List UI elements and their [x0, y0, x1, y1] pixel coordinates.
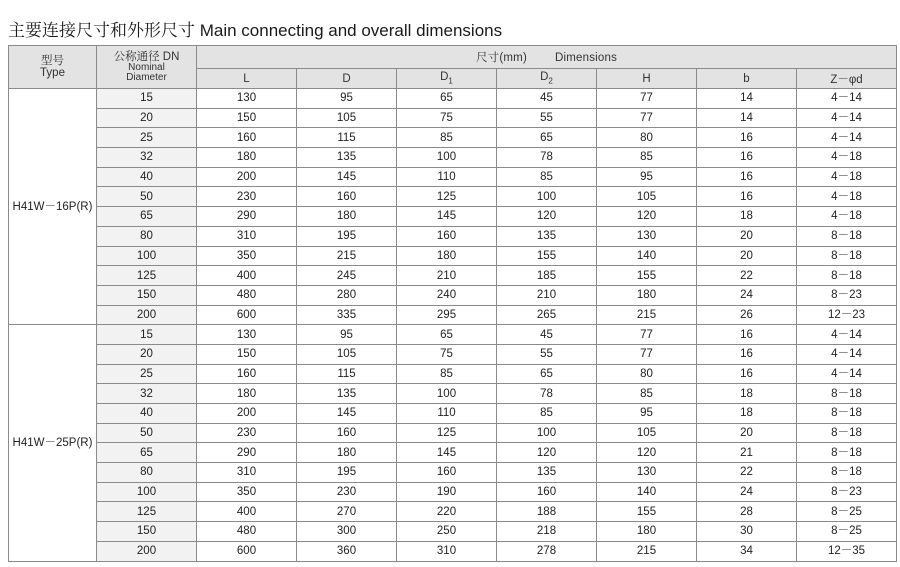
dn-cell: 15 [97, 89, 197, 109]
dimension-cell: 218 [497, 522, 597, 542]
table-row [9, 423, 897, 443]
dimension-cell: 78 [497, 384, 597, 404]
column-header-3: $D_2$ [497, 69, 597, 89]
dimension-cell: 145 [297, 404, 397, 424]
dimension-cell: 130 [597, 463, 697, 483]
dn-cell: 40 [97, 404, 197, 424]
type-cell: H41W－25P(R) [9, 325, 97, 561]
dimension-cell: 16 [697, 325, 797, 345]
dimension-cell: 55 [497, 344, 597, 364]
dimension-cell: 160 [297, 423, 397, 443]
table-row [9, 463, 897, 483]
dimension-cell: 600 [197, 305, 297, 325]
dn-cell: 150 [97, 285, 197, 305]
dn-cell: 40 [97, 167, 197, 187]
dimension-cell: 160 [197, 364, 297, 384]
dimension-cell: 135 [497, 463, 597, 483]
dn-cell: 50 [97, 187, 197, 207]
dimension-cell: 8－18 [797, 384, 897, 404]
table-row [9, 443, 897, 463]
dimension-cell: 180 [197, 148, 297, 168]
dimension-cell: 130 [597, 226, 697, 246]
dimension-cell: 145 [297, 167, 397, 187]
dimension-cell: 16 [697, 364, 797, 384]
dimension-cell: 220 [397, 502, 497, 522]
type-header-cn: 型号 [41, 55, 64, 67]
dimension-cell: 12－23 [797, 305, 897, 325]
dimension-cell: 45 [497, 89, 597, 109]
dimension-cell: 78 [497, 148, 597, 168]
dimension-cell: 28 [697, 502, 797, 522]
dimension-cell: 34 [697, 541, 797, 561]
dimension-cell: 65 [397, 89, 497, 109]
dimension-cell: 8－18 [797, 423, 897, 443]
dimension-cell: 120 [497, 207, 597, 227]
dimension-cell: 16 [697, 167, 797, 187]
dimension-cell: 270 [297, 502, 397, 522]
dimension-cell: 150 [197, 344, 297, 364]
dimension-cell: 20 [697, 246, 797, 266]
dimension-cell: 20 [697, 423, 797, 443]
dimension-cell: 130 [197, 325, 297, 345]
dn-cell: 125 [97, 502, 197, 522]
dimension-cell: 180 [397, 246, 497, 266]
dimension-cell: 85 [397, 128, 497, 148]
dn-cell: 65 [97, 207, 197, 227]
dimension-cell: 95 [297, 325, 397, 345]
dn-cell: 20 [97, 108, 197, 128]
dimension-cell: 8－18 [797, 463, 897, 483]
dimension-cell: 4－14 [797, 89, 897, 109]
dimension-cell: 8－18 [797, 443, 897, 463]
dimension-cell: 77 [597, 89, 697, 109]
dimensions-header-cn: 尺寸(mm) [475, 52, 527, 64]
dimension-cell: 95 [597, 404, 697, 424]
dn-cell: 125 [97, 266, 197, 286]
dimension-cell: 8－23 [797, 285, 897, 305]
table-row [9, 246, 897, 266]
table-row [9, 404, 897, 424]
dimension-cell: 180 [597, 522, 697, 542]
dimension-cell: 180 [297, 443, 397, 463]
dimension-cell: 85 [397, 364, 497, 384]
dimension-cell: 16 [697, 128, 797, 148]
table-row [9, 89, 897, 109]
dimension-cell: 22 [697, 463, 797, 483]
dimension-cell: 230 [197, 187, 297, 207]
dimension-cell: 12－35 [797, 541, 897, 561]
dimension-cell: 195 [297, 463, 397, 483]
dimension-cell: 4－14 [797, 128, 897, 148]
dn-cell: 65 [97, 443, 197, 463]
dn-cell: 80 [97, 226, 197, 246]
dn-cell: 200 [97, 305, 197, 325]
dimension-cell: 125 [397, 423, 497, 443]
dimension-cell: 135 [297, 148, 397, 168]
dimension-cell: 75 [397, 108, 497, 128]
dimension-cell: 115 [297, 128, 397, 148]
dimension-cell: 14 [697, 108, 797, 128]
dn-cell: 100 [97, 482, 197, 502]
dimensions-table [8, 45, 897, 562]
table-header [9, 46, 897, 89]
dimension-cell: 30 [697, 522, 797, 542]
dimension-cell: 18 [697, 384, 797, 404]
dimension-cell: 160 [297, 187, 397, 207]
dimension-cell: 400 [197, 502, 297, 522]
dimension-cell: 85 [497, 167, 597, 187]
table-row [9, 266, 897, 286]
dimension-cell: 115 [297, 364, 397, 384]
dn-cell: 20 [97, 344, 197, 364]
dimension-cell: 8－25 [797, 502, 897, 522]
dimension-cell: 150 [197, 108, 297, 128]
dn-cell: 80 [97, 463, 197, 483]
dn-cell: 25 [97, 364, 197, 384]
dimension-cell: 155 [597, 266, 697, 286]
table-row [9, 167, 897, 187]
dimension-cell: 215 [597, 305, 697, 325]
dimension-cell: 185 [497, 266, 597, 286]
dimension-cell: 160 [397, 226, 497, 246]
dimension-cell: 110 [397, 404, 497, 424]
dimension-cell: 65 [397, 325, 497, 345]
column-header-1: D [297, 69, 397, 89]
dimension-cell: 110 [397, 167, 497, 187]
dimension-cell: 195 [297, 226, 397, 246]
dimension-cell: 8－18 [797, 246, 897, 266]
dimension-cell: 160 [497, 482, 597, 502]
dimension-cell: 210 [497, 285, 597, 305]
dimension-cell: 18 [697, 207, 797, 227]
dimension-cell: 95 [297, 89, 397, 109]
table-row [9, 522, 897, 542]
dimension-cell: 160 [197, 128, 297, 148]
column-header-0: L [197, 69, 297, 89]
dimension-cell: 4－18 [797, 148, 897, 168]
dimension-cell: 400 [197, 266, 297, 286]
dimension-cell: 95 [597, 167, 697, 187]
dimension-cell: 200 [197, 404, 297, 424]
dimension-cell: 278 [497, 541, 597, 561]
dimension-cell: 600 [197, 541, 297, 561]
dimension-cell: 14 [697, 89, 797, 109]
dimension-cell: 140 [597, 246, 697, 266]
column-header-4: H [597, 69, 697, 89]
dimension-cell: 155 [497, 246, 597, 266]
dimension-cell: 180 [197, 384, 297, 404]
dimension-cell: 160 [397, 463, 497, 483]
dimension-cell: 188 [497, 502, 597, 522]
dimensions-header-en: Dimensions [554, 52, 618, 64]
dimension-cell: 310 [197, 226, 297, 246]
dimension-cell: 215 [297, 246, 397, 266]
type-header [9, 46, 97, 89]
dimension-cell: 100 [497, 187, 597, 207]
dn-header [97, 46, 197, 89]
dimension-cell: 4－14 [797, 108, 897, 128]
dimension-cell: 200 [197, 167, 297, 187]
dimension-cell: 240 [397, 285, 497, 305]
dimension-cell: 4－14 [797, 344, 897, 364]
table-row [9, 384, 897, 404]
dimension-cell: 360 [297, 541, 397, 561]
dimension-cell: 20 [697, 226, 797, 246]
dimension-cell: 77 [597, 325, 697, 345]
table-row [9, 226, 897, 246]
table-row [9, 344, 897, 364]
dimension-cell: 16 [697, 148, 797, 168]
page-title: 主要连接尺寸和外形尺寸 Main connecting and overall dimensions [8, 21, 503, 40]
dimension-cell: 85 [597, 148, 697, 168]
dimension-cell: 230 [297, 482, 397, 502]
dimension-cell: 4－14 [797, 325, 897, 345]
dimension-cell: 210 [397, 266, 497, 286]
column-header-2: $D_1$ [397, 69, 497, 89]
dimension-cell: 105 [297, 344, 397, 364]
dimension-cell: 245 [297, 266, 397, 286]
dimension-cell: 190 [397, 482, 497, 502]
dimension-cell: 4－18 [797, 167, 897, 187]
dn-cell: 32 [97, 384, 197, 404]
type-header-en: Type [40, 67, 65, 79]
dimension-cell: 100 [497, 423, 597, 443]
dimension-cell: 80 [597, 128, 697, 148]
dimension-cell: 26 [697, 305, 797, 325]
dimension-cell: 145 [397, 207, 497, 227]
dimension-cell: 80 [597, 364, 697, 384]
dimensions-group-header [197, 46, 897, 69]
table-row [9, 364, 897, 384]
dimension-cell: 180 [297, 207, 397, 227]
dn-cell: 25 [97, 128, 197, 148]
dimension-cell: 295 [397, 305, 497, 325]
dimension-cell: 120 [497, 443, 597, 463]
dn-header-en-2: Diameter [126, 72, 167, 83]
dimension-cell: 145 [397, 443, 497, 463]
dn-cell: 50 [97, 423, 197, 443]
dimension-cell: 8－18 [797, 404, 897, 424]
dn-cell: 32 [97, 148, 197, 168]
dimension-cell: 16 [697, 344, 797, 364]
dimension-cell: 8－23 [797, 482, 897, 502]
dimension-cell: 65 [497, 364, 597, 384]
dimension-cell: 24 [697, 482, 797, 502]
dimension-cell: 135 [297, 384, 397, 404]
dimension-cell: 250 [397, 522, 497, 542]
dimension-cell: 335 [297, 305, 397, 325]
dimension-cell: 45 [497, 325, 597, 345]
dimension-cell: 215 [597, 541, 697, 561]
table-row [9, 285, 897, 305]
dimension-cell: 16 [697, 187, 797, 207]
dimension-cell: 8－18 [797, 266, 897, 286]
dn-header-cn: 公称通径 DN [113, 51, 180, 63]
dimension-cell: 135 [497, 226, 597, 246]
dn-cell: 100 [97, 246, 197, 266]
table-row [9, 207, 897, 227]
dimension-cell: 290 [197, 207, 297, 227]
dimension-cell: 4－14 [797, 364, 897, 384]
dimension-cell: 8－25 [797, 522, 897, 542]
dimension-cell: 18 [697, 404, 797, 424]
dimension-cell: 265 [497, 305, 597, 325]
dimension-cell: 300 [297, 522, 397, 542]
dimension-cell: 310 [197, 463, 297, 483]
dimension-cell: 280 [297, 285, 397, 305]
column-header-5: b [697, 69, 797, 89]
dimension-cell: 105 [297, 108, 397, 128]
table-row [9, 305, 897, 325]
table-row [9, 128, 897, 148]
dimension-cell: 120 [597, 207, 697, 227]
dimension-cell: 85 [597, 384, 697, 404]
dimension-cell: 77 [597, 344, 697, 364]
dimension-cell: 105 [597, 187, 697, 207]
dn-cell: 200 [97, 541, 197, 561]
dimension-cell: 120 [597, 443, 697, 463]
dimension-cell: 21 [697, 443, 797, 463]
dimension-cell: 4－18 [797, 207, 897, 227]
dimension-cell: 24 [697, 285, 797, 305]
dimension-cell: 130 [197, 89, 297, 109]
dn-cell: 15 [97, 325, 197, 345]
type-cell: H41W－16P(R) [9, 89, 97, 325]
dimension-cell: 85 [497, 404, 597, 424]
table-row [9, 502, 897, 522]
dimension-cell: 55 [497, 108, 597, 128]
dimension-cell: 350 [197, 482, 297, 502]
dimension-cell: 140 [597, 482, 697, 502]
dimension-cell: 8－18 [797, 226, 897, 246]
table-row [9, 187, 897, 207]
dimension-cell: 105 [597, 423, 697, 443]
dn-header-en-1: Nominal [128, 62, 165, 73]
dimension-cell: 310 [397, 541, 497, 561]
dimension-cell: 180 [597, 285, 697, 305]
table-row [9, 108, 897, 128]
dimension-cell: 77 [597, 108, 697, 128]
table-row [9, 482, 897, 502]
dimension-cell: 230 [197, 423, 297, 443]
dimension-cell: 155 [597, 502, 697, 522]
dimension-cell: 22 [697, 266, 797, 286]
table-row [9, 325, 897, 345]
table-body [9, 89, 897, 562]
table-row [9, 148, 897, 168]
dimension-cell: 65 [497, 128, 597, 148]
dimension-cell: 480 [197, 522, 297, 542]
dimension-cell: 290 [197, 443, 297, 463]
dimension-cell: 125 [397, 187, 497, 207]
dimension-cell: 100 [397, 148, 497, 168]
table-row [9, 541, 897, 561]
column-header-6: Z－φd [797, 69, 897, 89]
dn-cell: 150 [97, 522, 197, 542]
dimension-cell: 350 [197, 246, 297, 266]
dimension-cell: 75 [397, 344, 497, 364]
dimension-cell: 480 [197, 285, 297, 305]
dimension-cell: 4－18 [797, 187, 897, 207]
dimension-cell: 100 [397, 384, 497, 404]
